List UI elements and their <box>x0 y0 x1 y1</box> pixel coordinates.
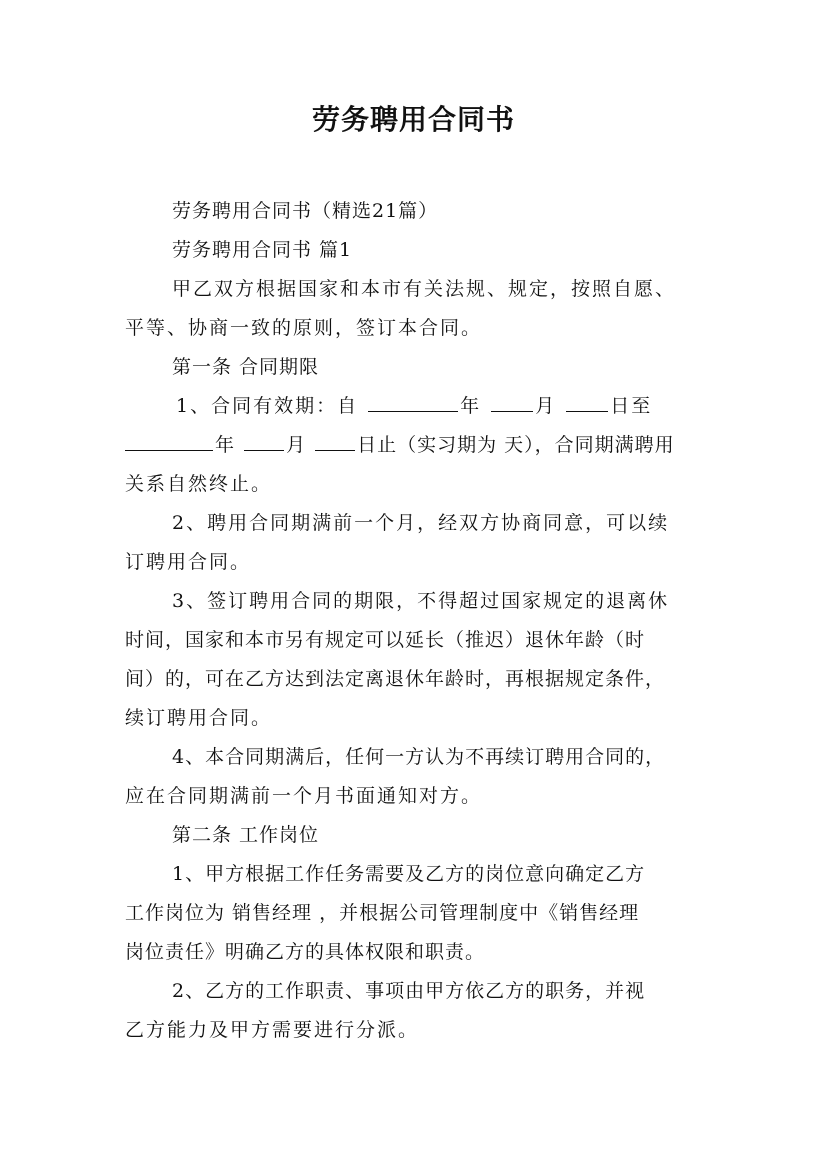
paragraph-line: 时间，国家和本市另有规定可以延长（推迟）退休年龄（时 <box>125 629 646 651</box>
day-to-label: 日至 <box>610 395 653 417</box>
month-blank <box>491 391 533 412</box>
paragraph-line: 间）的，可在乙方达到法定离退休年龄时，再根据规定条件， <box>125 668 666 690</box>
month-label: 月 <box>535 395 557 417</box>
paragraph-line: 甲乙双方根据国家和本市有关法规、规定，按照自愿、 <box>172 278 677 300</box>
article-heading-2: 第二条 工作岗位 <box>172 824 320 846</box>
paragraph-line: 3、签订聘用合同的期限，不得超过国家规定的退离休 <box>172 590 670 612</box>
contract-term-line-2 <box>125 430 715 460</box>
day-blank <box>566 391 608 412</box>
paragraph-text: 1、合同有效期：自 <box>176 395 359 417</box>
paragraph-line: 工作岗位为 销售经理 ，并根据公司管理制度中《销售经理 <box>125 902 640 924</box>
paragraph-line: 关系自然终止。 <box>125 473 273 495</box>
paragraph-line: 乙方能力及甲方需要进行分派。 <box>125 1019 420 1041</box>
year-blank <box>125 430 213 451</box>
day-blank <box>315 430 355 451</box>
paragraph-line: 应在合同期满前一个月书面通知对方。 <box>125 785 483 807</box>
section-heading-part-1: 劳务聘用合同书 篇1 <box>172 239 353 261</box>
month-blank <box>244 430 284 451</box>
year-label: 年 <box>460 395 482 417</box>
paragraph-line: 续订聘用合同。 <box>125 707 273 729</box>
document-title: 劳务聘用合同书 <box>311 103 515 136</box>
article-heading-1: 第一条 合同期限 <box>172 356 320 378</box>
contract-term-line <box>176 391 721 421</box>
paragraph-line: 1、甲方根据工作任务需要及乙方的岗位意向确定乙方 <box>172 863 646 885</box>
month-label: 月 <box>286 434 307 456</box>
year-blank <box>368 391 458 412</box>
subtitle-selected-21: 劳务聘用合同书（精选21篇） <box>172 200 439 222</box>
paragraph-line: 平等、协商一致的原则，签订本合同。 <box>125 317 483 339</box>
paragraph-line: 订聘用合同。 <box>125 551 252 573</box>
paragraph-text: 日止（实习期为 天），合同期满聘用 <box>357 434 675 456</box>
paragraph-line: 2、乙方的工作职责、事项由甲方依乙方的职务，并视 <box>172 980 646 1002</box>
year-label: 年 <box>215 434 236 456</box>
paragraph-line: 岗位责任》明确乙方的具体权限和职责。 <box>125 941 486 963</box>
paragraph-line: 2、聘用合同期满前一个月，经双方协商同意，可以续 <box>172 512 670 534</box>
paragraph-line: 4、本合同期满后，任何一方认为不再续订聘用合同的， <box>172 746 666 768</box>
